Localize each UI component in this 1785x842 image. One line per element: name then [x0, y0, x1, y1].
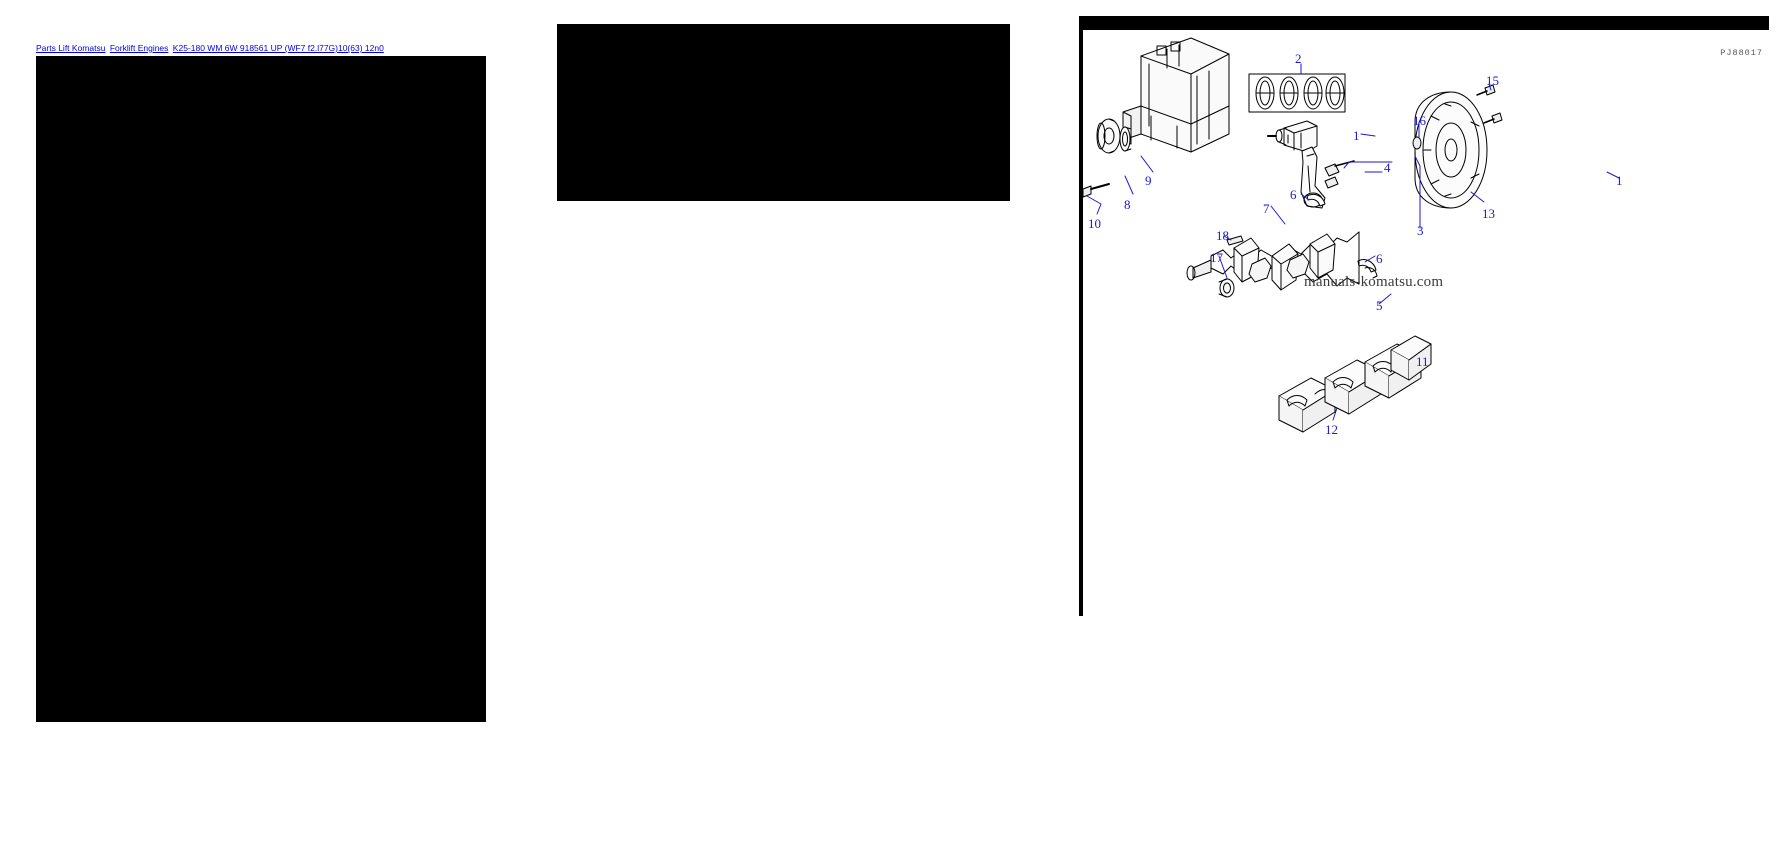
callout-12: 12: [1325, 422, 1338, 437]
piston-ring-set-icon: [1249, 74, 1345, 112]
callout-13: 13: [1482, 206, 1495, 221]
parts-diagram-panel: [1079, 16, 1769, 616]
callout-17: 17: [1210, 250, 1223, 265]
callout-10: 10: [1088, 216, 1101, 231]
diagram-drawing: [1079, 16, 1769, 616]
middle-image-placeholder: [557, 24, 1010, 201]
crank-seal-icon: [1219, 279, 1234, 297]
pulley-icon: [1097, 119, 1120, 153]
callout-5: 5: [1376, 298, 1383, 313]
callout-1-right: 1: [1616, 173, 1623, 188]
breadcrumb-item-0[interactable]: Parts Lift Komatsu: [36, 43, 106, 53]
flywheel-dowel-icon: [1413, 137, 1421, 149]
flywheel-icon: [1415, 92, 1487, 208]
callout-4: 4: [1384, 160, 1391, 175]
callout-8: 8: [1124, 197, 1131, 212]
callout-2: 2: [1295, 51, 1302, 66]
main-bearing-set-icon: [1279, 336, 1431, 432]
callout-18: 18: [1216, 228, 1229, 243]
drawing-code: PJ88017: [1720, 48, 1763, 58]
callout-11: 11: [1416, 354, 1429, 369]
callout-6: 6: [1290, 187, 1297, 202]
callout-15: 15: [1486, 73, 1499, 88]
callout-6-lower: 6: [1376, 251, 1383, 266]
watermark: manuals-komatsu.com: [1304, 274, 1444, 290]
breadcrumb-item-2[interactable]: K25-180 WM 6W 918561 UP (WF7 f2.l77G)10(63) 12n0: [172, 43, 384, 53]
callout-16: 16: [1413, 113, 1426, 128]
callout-7: 7: [1263, 201, 1270, 216]
left-image-placeholder: [36, 56, 486, 722]
bolt-10-icon: [1083, 184, 1109, 197]
piston-icon: [1268, 121, 1317, 152]
breadcrumb[interactable]: [36, 43, 486, 54]
engine-block-icon: [1123, 38, 1229, 152]
callout-3: 3: [1417, 223, 1424, 238]
callout-1: 1: [1353, 128, 1360, 143]
breadcrumb-item-1[interactable]: Forklift Engines: [109, 43, 169, 53]
callout-9: 9: [1145, 173, 1152, 188]
